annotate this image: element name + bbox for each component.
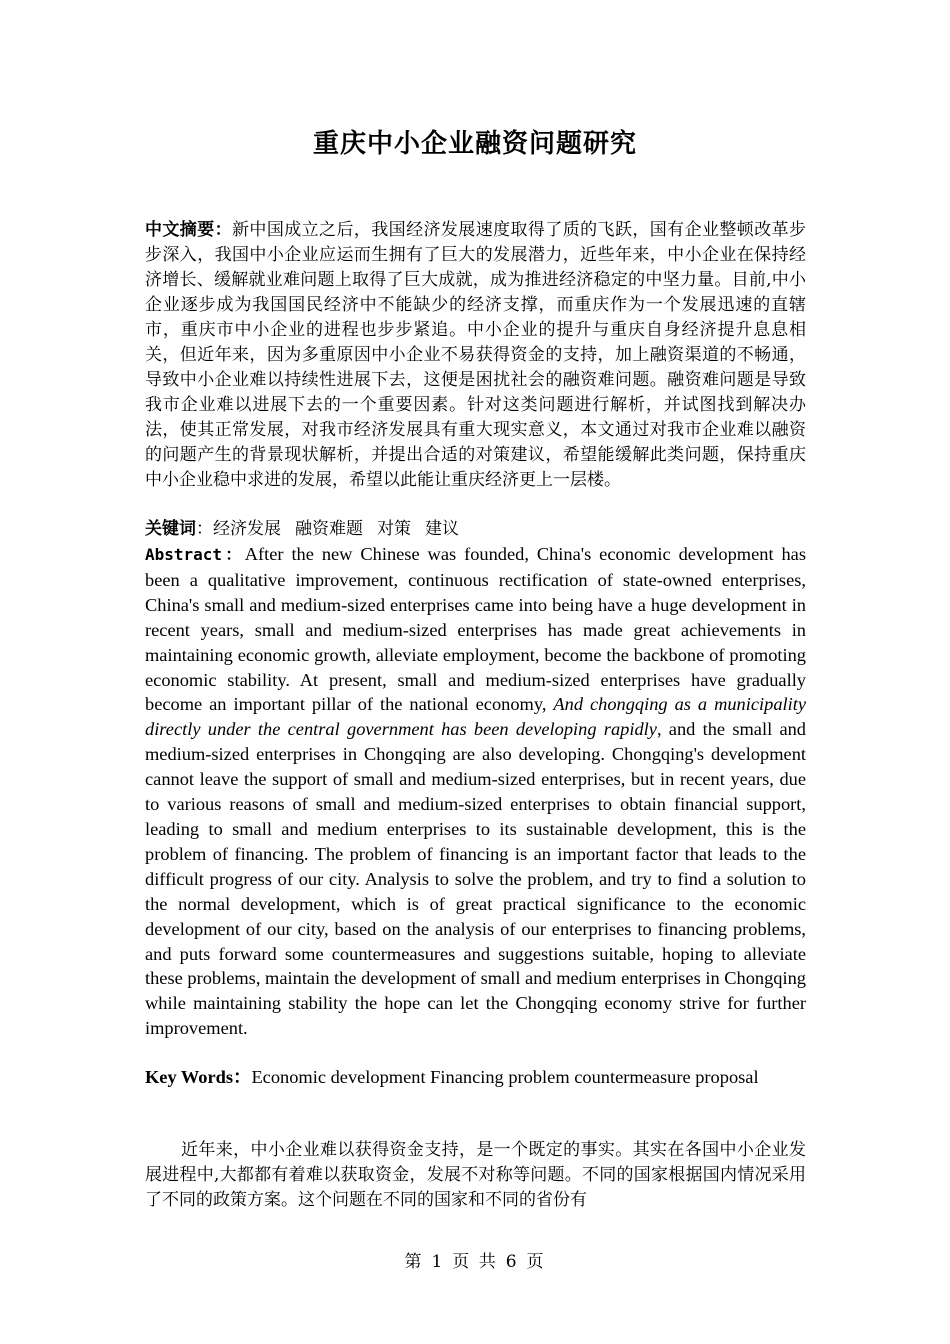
page-footer xyxy=(0,1250,950,1274)
english-keywords xyxy=(145,1065,806,1090)
chinese-abstract xyxy=(145,218,806,493)
english-abstract-text-part2: , and the small and medium-sized enterprises in Chongqing are also developing. Chongqing's development cannot leave the support of small and medium-sized enterprises, but in recent years, due to various reasons of small and medium-sized enterprises to obtain financial support, leading to small and medium enterprises to its sustainable development, this is the problem of financing. The problem of financing is an important factor that leads to the difficult progress of our city. Analysis to solve the problem, and try to find a solution to the normal development, which is of great practical significance to the economic development of our city, based on the analysis of our enterprises to financing problems, and puts forward some countermeasures and suggestions suitable, hoping to alleviate these problems, maintain the development of small and medium enterprises in Chongqing while maintaining stability the hope can let the Chongqing economy strive for further improvement. xyxy=(145,719,806,1039)
english-abstract-label: Abstract： xyxy=(145,545,245,564)
footer-suffix: 页 xyxy=(526,1252,546,1272)
footer-prefix: 第 xyxy=(404,1252,424,1272)
keyword-item: 对策 xyxy=(377,519,411,539)
keyword-item: 建议 xyxy=(425,519,459,539)
footer-total-pages: 6 xyxy=(505,1252,519,1272)
keyword-item: 经济发展 xyxy=(213,519,281,539)
footer-middle: 页 共 xyxy=(452,1252,498,1272)
english-abstract xyxy=(145,542,806,1041)
chinese-keywords-label: 关键词 xyxy=(145,519,196,539)
chinese-keywords-colon: ： xyxy=(196,519,213,539)
page-title: 重庆中小企业融资问题研究 xyxy=(312,129,637,159)
chinese-abstract-label: 中文摘要： xyxy=(145,220,233,240)
english-abstract-text-part1: After the new Chinese was founded, China's economic development has been a qualitative improvement, continuous rectification of state-owned enterprises, China's small and medium-sized enterprises came into being have a huge development in recent years, small and medium-sized enterprises has made great achievements in maintaining economic growth, alleviate employment, become the backbone of promoting economic stability. At present, small and medium-sized enterprises have gradually become an important pillar of the national economy, xyxy=(145,544,806,715)
keyword-item: 融资难题 xyxy=(295,519,363,539)
english-keywords-text: Economic development Financing problem countermeasure proposal xyxy=(251,1067,759,1087)
footer-page-number: 1 xyxy=(431,1252,445,1272)
chinese-abstract-text: 新中国成立之后，我国经济发展速度取得了质的飞跃，国有企业整顿改革步步深入，我国中小企业应运而生拥有了巨大的发展潜力，近些年来，中小企业在保持经济增长、缓解就业难问题上取得了巨大成就，成为推进经济稳定的中坚力量。目前,中小企业逐步成为我国国民经济中不能缺少的经济支撑，而重庆作为一个发展迅速的直辖市，重庆市中小企业的进程也步步紧追。中小企业的提升与重庆自身经济提升息息相关，但近年来，因为多重原因中小企业不易获得资金的支持，加上融资渠道的不畅通，导致中小企业难以持续性进展下去，这便是困扰社会的融资难问题。融资难问题是导致我市企业难以进展下去的一个重要因素。针对这类问题进行解析，并试图找到解决办法，使其正常发展，对我市经济发展具有重大现实意义，本文通过对我市企业难以融资的问题产生的背景现状解析，并提出合适的对策建议，希望能缓解此类问题，保持重庆中小企业稳中求进的发展，希望以此能让重庆经济更上一层楼。 xyxy=(145,220,807,490)
english-keywords-label: Key Words： xyxy=(145,1067,252,1087)
body-paragraph: 近年来，中小企业难以获得资金支持，是一个既定的事实。其实在各国中小企业发展进程中,大都都有着难以获取资金，发展不对称等问题。不同的国家根据国内情况采用了不同的政策方案。这个问题在不同的国家和不同的省份有 xyxy=(145,1140,806,1210)
english-abstract-text-italic: And chongqing as a municipality directly under the central government has been developing rapidly xyxy=(145,694,807,740)
chinese-keywords xyxy=(145,517,806,542)
